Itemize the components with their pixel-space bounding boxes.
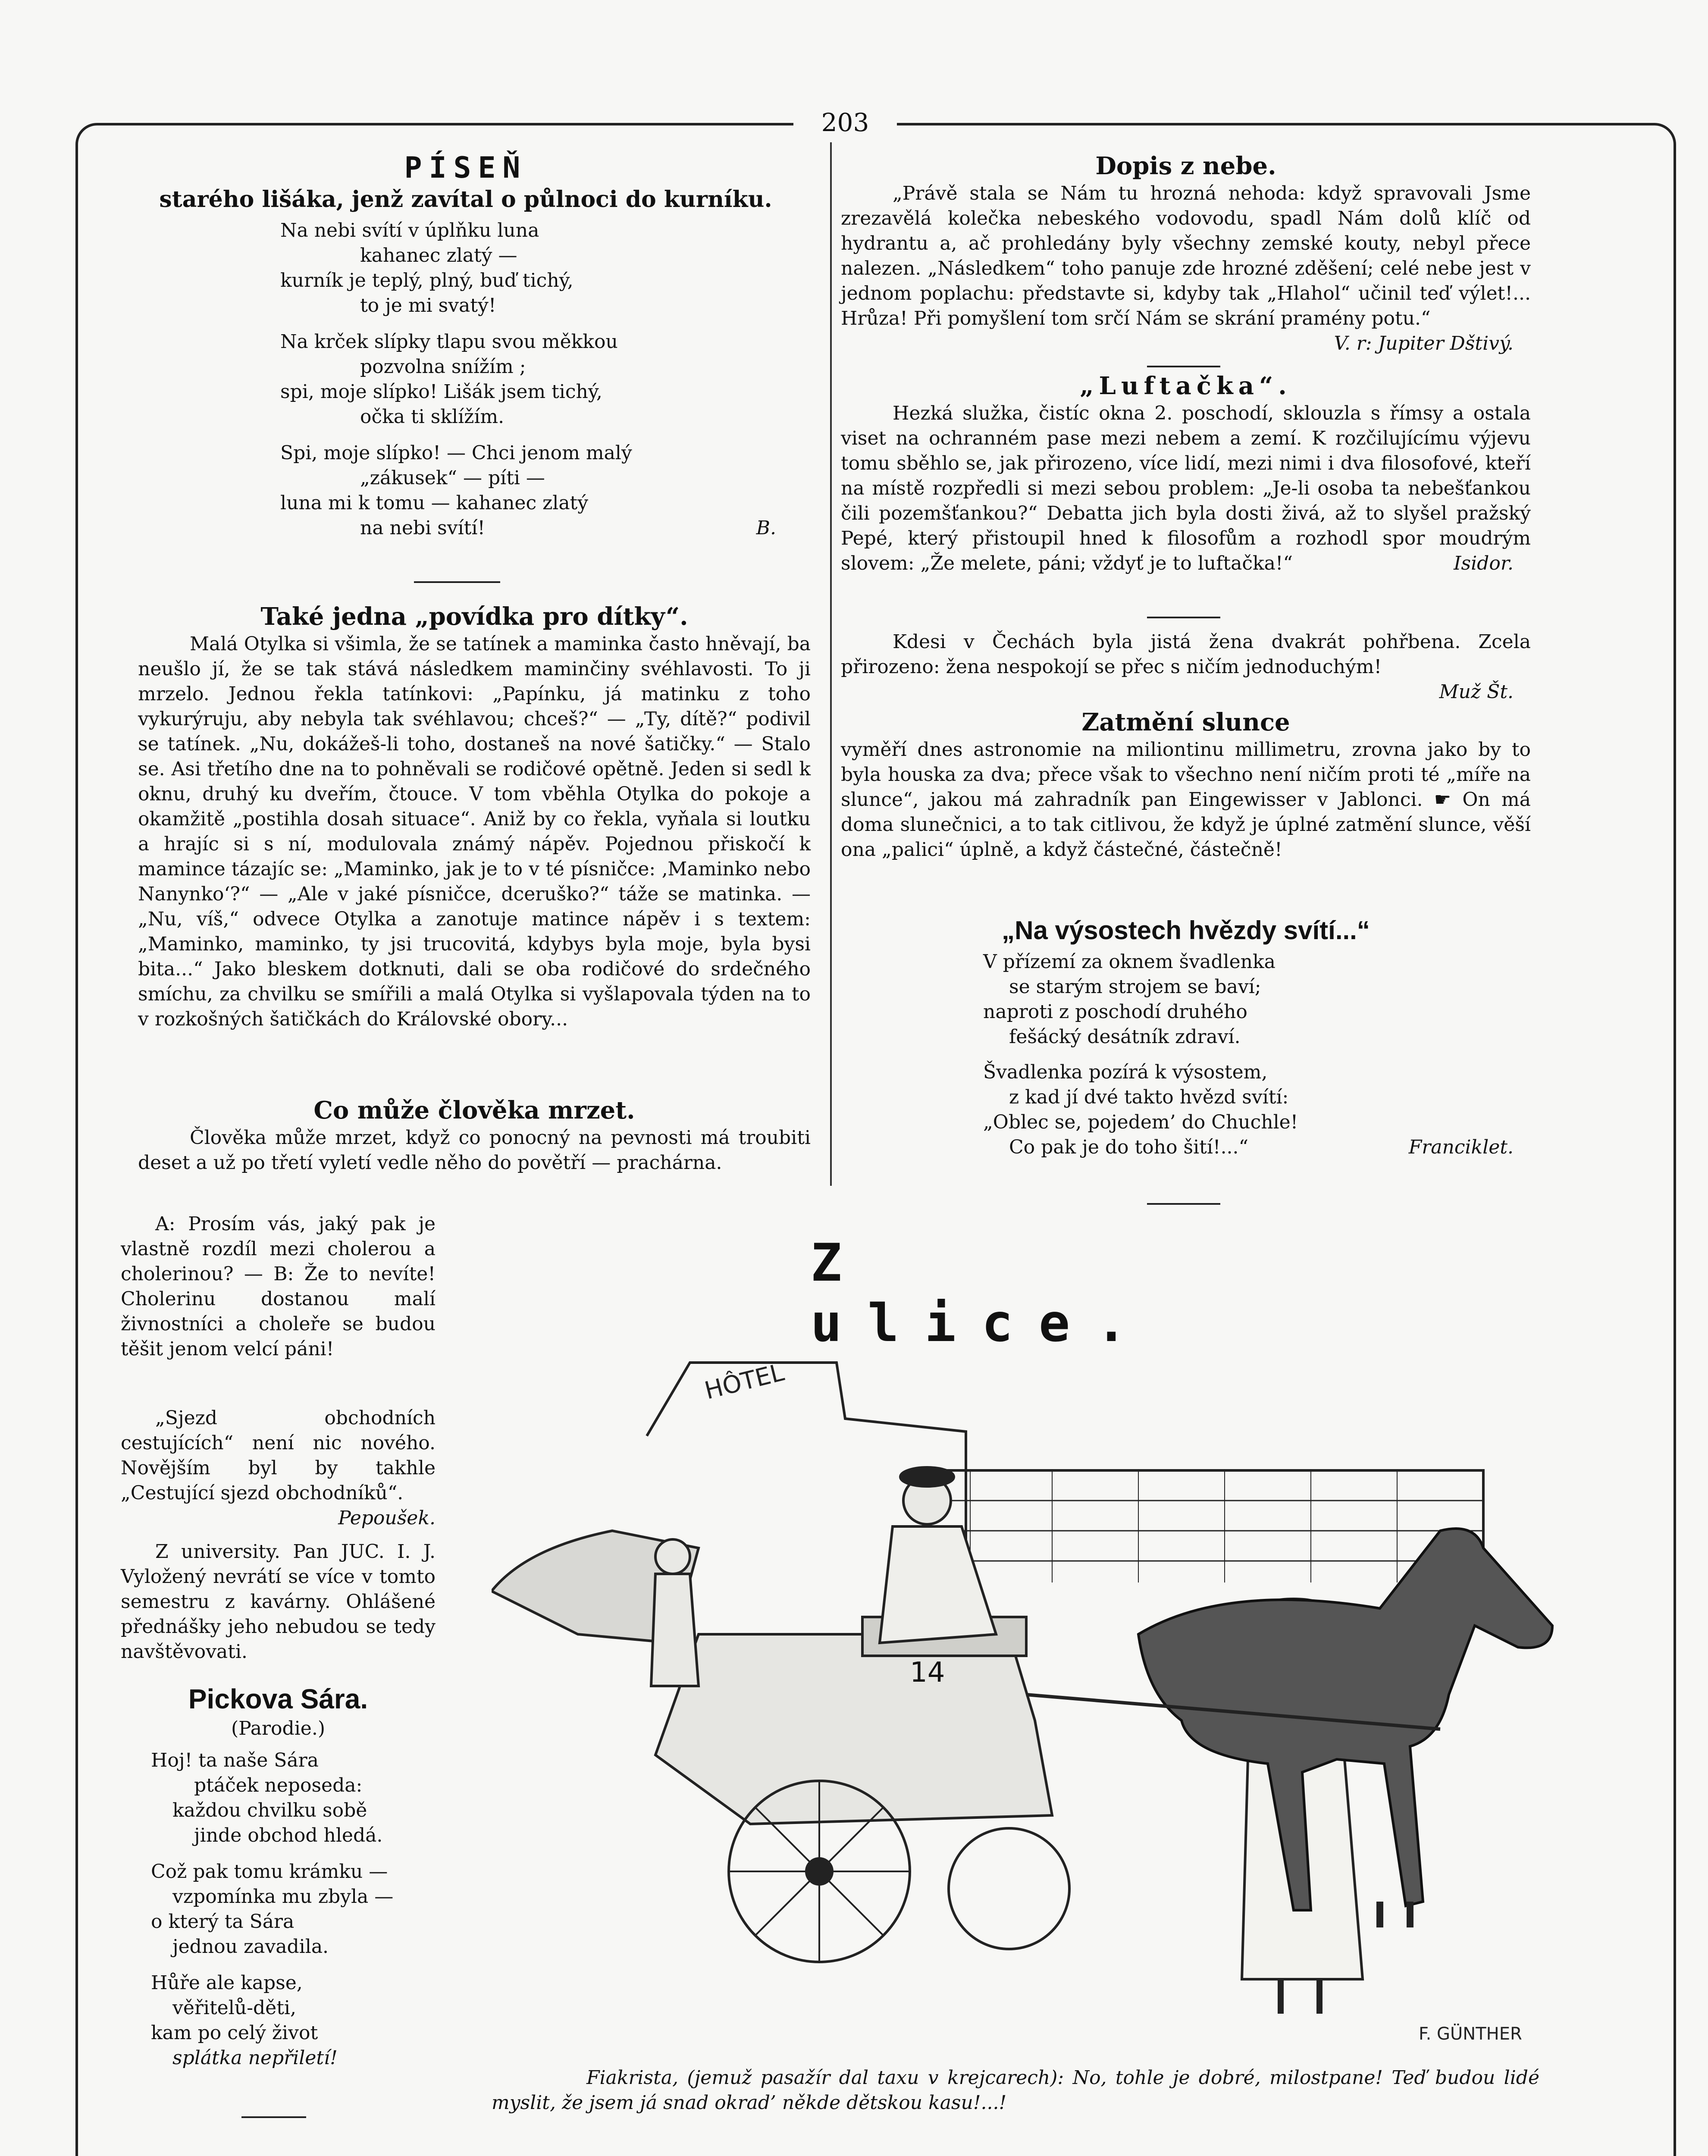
pickova-section — [121, 1682, 436, 2071]
pisen-stanza-1 — [280, 218, 802, 318]
luftacka-section — [841, 371, 1531, 576]
verse-line: očka ti sklížím. — [360, 406, 505, 428]
verse-line: luna mi k tomu — kahanec zlatý — [280, 492, 589, 514]
driver-coat — [880, 1526, 996, 1643]
verse-line: Spi, moje slípko! — Chci jenom malý — [280, 442, 632, 464]
verse-line: spi, moje slípko! Lišák jsem tichý, — [280, 381, 602, 403]
cechy-signature: Muž Št. — [1439, 681, 1514, 703]
page-number: 203 — [793, 108, 897, 137]
mrzet-text: Člověka může mrzet, když co ponocný na pevnosti má troubiti deset a už po třetí vyletí vedle něho do povětří — prachárna. — [138, 1127, 811, 1174]
dopis-text: „Právě stala se Nám tu hrozná nehoda: když spravovali Jsme zrezavělá kolečka nebeského vodovodu, spadl Nám dolů klíč od hydrantu a, ač prohledány byly všechny zemské kouty, nebyl přece nalezen. „Následkem“ toho panuje zde hrozné zděšení; celé nebe jest v jednom poplachu: představte si, kdyby tak „Hlahol“ učinil teď výlet!... Hrůza! Při pomyšlení tom srčí Nám se skrání pramény potu.“ — [841, 182, 1531, 329]
sjezd-text: „Sjezd obchodních cestujících“ není nic nového. Novějším byl by takhle „Cestující sjezd obchodníků“. — [121, 1407, 436, 1504]
verse-line: Hůře ale kapse, — [151, 1972, 303, 1994]
verse-line: splátka nepřiletí! — [172, 2047, 338, 2069]
verse-line: Co pak je do toho šití!...“ — [1009, 1136, 1249, 1158]
verse-line: vzpomínka mu zbyla — — [172, 1886, 394, 1908]
verse-line: kam po celý život — [151, 2022, 318, 2044]
verse-line: na nebi svítí! — [360, 517, 486, 539]
zatmeni-title: Zatmění slunce — [1081, 708, 1290, 736]
hvezdy-section — [841, 914, 1531, 1160]
luftacka-text: Hezká služka, čistíc okna 2. poschodí, sklouzla s římsy a ostala viset na ochranném pase mezi nebem a zemí. K rozčilujícímu výjevu tomu sběhlo se, jak přirozeno, více lidí, mezi nimi i dva filosofové, kteří na místě rozpředli si mezi sebou problem: „Je-li osoba ta nebešťankou čili pozemšťankou?“ Debatta jich byla dosti živá, až to slyšel pražský Pepé, který přistoupil hned k filosofům a rozhodl spor moudrým slovem: „Že melete, páni; vždyť je to luftačka!“ — [841, 402, 1531, 574]
boy-body — [651, 1574, 699, 1686]
verse-line: pozvolna snížím ; — [360, 356, 526, 378]
pickova-stanza-1 — [151, 1748, 436, 1848]
cechy-text: Kdesi v Čechách byla jistá žena dvakrát pohřbena. Zcela přirozeno: žena nespokojí se přec s ničím jednoduchým! — [841, 631, 1531, 678]
artist-signature: F. GÜNTHER — [1419, 2024, 1522, 2044]
pickova-title: Pickova Sára. — [188, 1683, 368, 1714]
boy-head — [655, 1539, 690, 1574]
hvezdy-stanza-1 — [983, 950, 1531, 1050]
pisen-section — [129, 151, 802, 541]
dopis-title: Dopis z nebe. — [1095, 152, 1276, 180]
verse-line: věřitelů-děti, — [172, 1997, 296, 2019]
ornament-divider — [414, 581, 500, 583]
verse-line: naproti z poschodí druhého — [983, 1001, 1247, 1023]
cab-number: 14 — [910, 1657, 945, 1689]
hvezdy-title: „Na výsostech hvězdy svítí...“ — [1002, 916, 1370, 945]
sjezd-signature: Pepoušek. — [338, 1507, 436, 1529]
povidka-section — [138, 602, 811, 1032]
street-building — [927, 1470, 1483, 1583]
sjezd-joke — [121, 1406, 436, 1531]
verse-line: o který ta Sára — [151, 1911, 295, 1933]
pickova-subtitle: (Parodie.) — [231, 1717, 325, 1739]
verse-line: ptáček neposeda: — [194, 1774, 363, 1796]
cholera-joke — [121, 1212, 436, 1362]
mrzet-section — [138, 1095, 811, 1175]
hvezdy-signature: Franciklet. — [1408, 1136, 1514, 1158]
university-joke — [121, 1539, 436, 1664]
verse-line: kurník je teplý, plný, buď tichý, — [280, 270, 574, 291]
pickova-stanza-3 — [151, 1971, 436, 2071]
verse-line: fešácký desátník zdraví. — [1009, 1026, 1241, 1048]
zatmeni-section — [841, 707, 1531, 862]
luftacka-signature: Isidor. — [1454, 552, 1514, 574]
verse-line: Na krček slípky tlapu svou měkkou — [280, 331, 618, 353]
ornament-divider — [241, 2116, 306, 2118]
pisen-stanza-2 — [280, 329, 802, 429]
cab-body — [655, 1634, 1052, 1824]
verse-line: Na nebi svítí v úplňku luna — [280, 219, 539, 241]
zulice-caption — [492, 2065, 1539, 2115]
verse-line: „Oblec se, pojedem’ do Chuchle! — [983, 1111, 1298, 1133]
luftacka-title: „Luftačka“. — [1080, 372, 1292, 400]
verse-line: kahanec zlatý — — [360, 244, 517, 266]
zulice-title: Z ulice. — [811, 1233, 1153, 1354]
verse-line: jinde obchod hledá. — [194, 1824, 383, 1846]
verse-line: Švadlenka pozírá k výsostem, — [983, 1061, 1268, 1083]
pisen-signature: B. — [756, 517, 776, 539]
verse-line: Hoj! ta naše Sára — [151, 1749, 319, 1771]
cab-illustration — [492, 1307, 1578, 2065]
dopis-section — [841, 151, 1531, 356]
verse-line: z kad jí dvé takto hvězd svítí: — [1009, 1086, 1289, 1108]
verse-line: jednou zavadila. — [172, 1936, 329, 1958]
mrzet-title: Co může člověka mrzet. — [313, 1096, 635, 1125]
pickova-stanza-2 — [151, 1859, 436, 1959]
verse-line: V přízemí za oknem švadlenka — [983, 951, 1276, 973]
cab-wheel-rear — [949, 1828, 1069, 1949]
verse-line: se starým strojem se baví; — [1009, 976, 1261, 998]
verse-line: to je mi svatý! — [360, 295, 496, 317]
povidka-text: Malá Otylka si všimla, že se tatínek a maminka často hněvají, ba neušlo jí, že se tak stává následkem maminčiny svéhlavosti. To ji mrzelo. Jednou řekla tatínkovi: „Papínku, já matinku z toho vykurýruju, aby nebyla tak svéhlavou; chceš?“ — „Ty, dítě?“ podivil se tatínek. „Nu, dokážeš-li toho, dostaneš na nové šatičky.“ — Stalo se. Asi třetího dne na to pohněvali se rodičové opětně. Jeden si sedl k oknu, druhý ku dveřím, čtouce. V tom vběhla Otylka do pokoje a okamžitě „postihla dosah situace“. Aniž by co řekla, vyňala si loutku a hrajíc si s ní, modulovala známý nápěv. Pojednou přiskočí k mamince tázajíc se: „Maminko, jak je to v té písničce: ‚Maminko nebo Nanynko‘?“ — „Ale v jaké písničce, dceruško?“ táže se matinka. — „Nu, víš,“ odvece Otylka a zanotuje matince nápěv i s textem: „Maminko, maminko, ty jsi trucovitá, kdybys byla moje, byla bysi bita...“ Jako bleskem dotknuti, dali se oba rodičové do srdečného smíchu, za chvilku se smířili a malá Otylka si vyšlapovala týden na to v rozkošných šatičkách do Královské obory... — [138, 633, 811, 1030]
hotel-sign: HÔTEL — [702, 1358, 787, 1405]
ornament-divider — [1147, 1203, 1220, 1205]
column-divider — [830, 142, 832, 1186]
university-text: Z university. Pan JUC. I. J. Vyložený nevrátí se více v tomto semestru z kavárny. Ohlášené přednášky jeho nebudou se tedy navštěvovati. — [121, 1541, 436, 1663]
zulice-caption-text: Fiakrista, (jemuž pasažír dal taxu v krejcarech): No, tohle je dobré, milostpane! Teď budou lidé myslit, že jsem já snad okrad’ někde dětskou kasu!...! — [492, 2067, 1539, 2114]
verse-line: „zákusek“ — píti — — [360, 467, 545, 489]
povidka-title: Také jedna „povídka pro dítky“. — [260, 602, 688, 631]
cechy-section — [841, 630, 1531, 705]
ornament-divider — [1147, 366, 1220, 367]
dopis-signature: V. r: Jupiter Dštivý. — [1334, 332, 1514, 354]
verse-line: Což pak tomu krámku — — [151, 1861, 388, 1883]
pisen-title: PÍSEŇ — [404, 151, 527, 185]
cholera-text: A: Prosím vás, jaký pak je vlastně rozdíl mezi cholerou a cholerinou? — B: Že to nevíte! Cholerinu dostanou malí živnostníci a choleře se budou těšit jenom velcí páni! — [121, 1213, 436, 1360]
pisen-subtitle: starého lišáka, jenž zavítal o půlnoci do kurníku. — [159, 186, 772, 213]
verse-line: každou chvilku sobě — [172, 1799, 367, 1821]
zatmeni-text: vyměří dnes astronomie na miliontinu millimetru, zrovna jako by to byla houska za dva; přece však to všechno není ničím proti té „míře na slunce“, jakou má zahradník pan Eingewisser v Jablonci. ☛ On má doma slunečnici, a to tak citlivou, že když je úplné zatmění slunce, věší ona „palici“ úplně, a když částečné, částečně! — [841, 739, 1531, 861]
ornament-divider — [1147, 617, 1220, 618]
